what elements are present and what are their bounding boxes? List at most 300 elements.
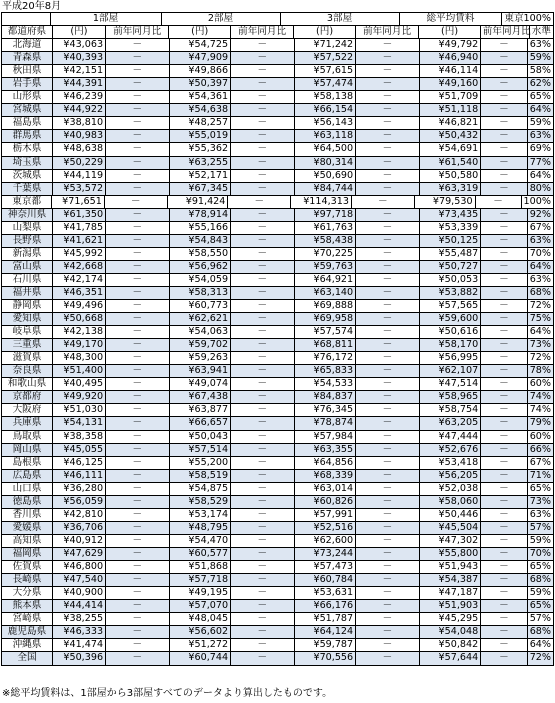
- room2-rent-cell: ¥56,962: [170, 261, 232, 273]
- room3-rent-cell: ¥97,718: [295, 209, 357, 221]
- table-row: [2, 52, 553, 65]
- room1-rent-cell: ¥50,396: [53, 652, 106, 665]
- room2-rent-cell: ¥63,877: [170, 404, 232, 416]
- room2-yoy-cell: －: [231, 639, 294, 651]
- prefecture-cell: 東京都: [2, 196, 52, 208]
- total-rent-cell: ¥54,048: [420, 626, 482, 638]
- room2-rent-cell: ¥66,657: [170, 417, 232, 429]
- tokyo-level-cell: 70%: [529, 247, 552, 259]
- table-row: [2, 587, 553, 600]
- header-yoy: 前年同月比: [231, 26, 294, 38]
- tokyo-level-cell: 75%: [529, 313, 552, 325]
- table-row: [2, 535, 553, 548]
- total-rent-cell: ¥58,170: [420, 339, 482, 351]
- prefecture-cell: 広島県: [2, 470, 53, 482]
- table-row: [2, 313, 553, 326]
- total-yoy-cell: －: [481, 52, 527, 64]
- room3-rent-cell: ¥60,826: [295, 496, 357, 508]
- total-yoy-cell: －: [481, 561, 527, 573]
- room1-yoy-cell: －: [106, 639, 169, 651]
- room1-rent-cell: ¥53,572: [53, 183, 106, 195]
- room3-yoy-cell: －: [356, 52, 419, 64]
- room1-yoy-cell: －: [106, 39, 169, 51]
- total-rent-cell: ¥56,205: [420, 470, 482, 482]
- total-yoy-cell: －: [481, 509, 527, 521]
- room1-yoy-cell: －: [106, 613, 169, 625]
- room2-rent-cell: ¥49,074: [170, 378, 232, 390]
- footnote: ※総平均賃料は、1部屋から3部屋すべてのデータより算出したものです。: [2, 688, 333, 699]
- total-yoy-cell: －: [481, 313, 527, 325]
- room3-yoy-cell: －: [356, 274, 419, 286]
- room2-rent-cell: ¥60,577: [170, 548, 232, 560]
- room3-rent-cell: ¥69,958: [295, 313, 357, 325]
- room3-rent-cell: ¥68,339: [295, 470, 357, 482]
- room3-rent-cell: ¥80,314: [295, 157, 357, 169]
- total-yoy-cell: －: [481, 65, 527, 77]
- total-yoy-cell: －: [481, 535, 527, 547]
- room2-yoy-cell: －: [231, 626, 294, 638]
- total-rent-cell: ¥56,995: [420, 352, 482, 364]
- total-rent-cell: ¥45,295: [420, 613, 482, 625]
- room2-yoy-cell: －: [231, 39, 294, 51]
- table-row: [2, 522, 553, 535]
- room1-rent-cell: ¥44,922: [53, 104, 106, 116]
- room1-yoy-cell: －: [106, 183, 169, 195]
- room2-rent-cell: ¥48,257: [170, 117, 232, 129]
- table-row: [2, 444, 553, 457]
- room3-rent-cell: ¥57,991: [295, 509, 357, 521]
- room2-rent-cell: ¥51,868: [170, 561, 232, 573]
- room1-yoy-cell: －: [106, 209, 169, 221]
- room1-yoy-cell: －: [106, 300, 169, 312]
- room2-rent-cell: ¥56,602: [170, 626, 232, 638]
- header-room2: 2部屋: [162, 13, 281, 25]
- tokyo-level-cell: 60%: [529, 378, 552, 390]
- room3-rent-cell: ¥64,500: [295, 143, 357, 155]
- total-rent-cell: ¥61,540: [420, 157, 482, 169]
- total-yoy-cell: －: [481, 470, 527, 482]
- room3-yoy-cell: －: [352, 196, 415, 208]
- room3-rent-cell: ¥76,345: [295, 404, 357, 416]
- room1-yoy-cell: －: [106, 235, 169, 247]
- room1-rent-cell: ¥48,300: [53, 352, 106, 364]
- table-row: [2, 339, 553, 352]
- total-rent-cell: ¥49,792: [420, 39, 482, 51]
- room2-rent-cell: ¥57,514: [170, 444, 232, 456]
- prefecture-cell: 愛媛県: [2, 522, 53, 534]
- prefecture-cell: 神奈川県: [2, 209, 53, 221]
- prefecture-cell: 兵庫県: [2, 417, 53, 429]
- room2-rent-cell: ¥51,272: [170, 639, 232, 651]
- total-rent-cell: ¥49,160: [420, 78, 482, 90]
- total-yoy-cell: －: [481, 587, 527, 599]
- table-row: [2, 470, 553, 483]
- room3-rent-cell: ¥64,124: [295, 626, 357, 638]
- room2-yoy-cell: －: [231, 300, 294, 312]
- room3-yoy-cell: －: [356, 626, 419, 638]
- room1-yoy-cell: －: [106, 652, 169, 665]
- tokyo-level-cell: 59%: [529, 52, 552, 64]
- room2-yoy-cell: －: [231, 352, 294, 364]
- tokyo-level-cell: 64%: [529, 260, 552, 272]
- total-yoy-cell: －: [481, 431, 527, 443]
- room3-rent-cell: ¥57,473: [295, 561, 357, 573]
- room2-rent-cell: ¥54,725: [170, 39, 232, 51]
- header-pref: 都道府県: [2, 26, 53, 38]
- room3-yoy-cell: －: [356, 143, 419, 155]
- total-yoy-cell: －: [481, 222, 527, 234]
- room3-rent-cell: ¥73,244: [295, 548, 357, 560]
- room1-rent-cell: ¥44,119: [53, 170, 106, 182]
- room1-yoy-cell: －: [106, 326, 169, 338]
- room1-yoy-cell: －: [106, 143, 169, 155]
- room3-yoy-cell: －: [356, 39, 419, 51]
- total-rent-cell: ¥50,842: [420, 639, 482, 651]
- room3-rent-cell: ¥58,138: [295, 91, 357, 103]
- room3-yoy-cell: －: [356, 326, 419, 338]
- total-rent-cell: ¥54,691: [420, 143, 482, 155]
- table-row: [2, 457, 553, 470]
- header-row-columns: [2, 26, 553, 39]
- prefecture-cell: 熊本県: [2, 600, 53, 612]
- prefecture-cell: 三重県: [2, 339, 53, 351]
- total-yoy-cell: －: [481, 483, 527, 495]
- total-rent-cell: ¥51,903: [420, 600, 482, 612]
- room2-yoy-cell: －: [231, 496, 294, 508]
- room3-yoy-cell: －: [356, 483, 419, 495]
- room3-yoy-cell: －: [356, 431, 419, 443]
- tokyo-level-cell: 68%: [529, 626, 552, 638]
- room1-yoy-cell: －: [106, 261, 169, 273]
- room2-yoy-cell: －: [231, 235, 294, 247]
- table-row: [2, 143, 553, 156]
- total-rent-cell: ¥53,882: [420, 287, 482, 299]
- table-row: [2, 78, 553, 91]
- tokyo-level-cell: 73%: [529, 495, 552, 507]
- room2-rent-cell: ¥48,045: [170, 613, 232, 625]
- prefecture-cell: 高知県: [2, 535, 53, 547]
- room2-yoy-cell: －: [231, 444, 294, 456]
- room2-rent-cell: ¥60,744: [170, 652, 232, 665]
- room3-yoy-cell: －: [356, 261, 419, 273]
- room2-yoy-cell: －: [231, 483, 294, 495]
- room2-rent-cell: ¥67,345: [170, 183, 232, 195]
- prefecture-cell: 北海道: [2, 39, 53, 51]
- total-yoy-cell: －: [481, 391, 527, 403]
- room3-rent-cell: ¥59,763: [295, 261, 357, 273]
- total-rent-cell: ¥46,940: [420, 52, 482, 64]
- prefecture-cell: 青森県: [2, 52, 53, 64]
- room1-yoy-cell: －: [106, 248, 169, 260]
- room3-yoy-cell: －: [356, 130, 419, 142]
- room1-yoy-cell: －: [105, 196, 168, 208]
- room2-rent-cell: ¥67,438: [170, 391, 232, 403]
- room1-yoy-cell: －: [106, 548, 169, 560]
- total-rent-cell: ¥58,754: [420, 404, 482, 416]
- room2-rent-cell: ¥59,702: [170, 339, 232, 351]
- room2-rent-cell: ¥58,550: [170, 248, 232, 260]
- room1-rent-cell: ¥36,706: [53, 522, 106, 534]
- tokyo-level-cell: 63%: [529, 130, 552, 142]
- total-yoy-cell: －: [481, 522, 527, 534]
- table-row: [2, 600, 553, 613]
- room1-rent-cell: ¥36,280: [53, 483, 106, 495]
- room3-yoy-cell: －: [356, 117, 419, 129]
- table-row: [2, 574, 553, 587]
- header-total: 総平均賃料: [400, 13, 503, 25]
- tokyo-level-cell: 63%: [529, 39, 552, 51]
- tokyo-level-cell: 62%: [529, 78, 552, 90]
- total-rent-cell: ¥46,821: [420, 117, 482, 129]
- room2-rent-cell: ¥54,470: [170, 535, 232, 547]
- room3-rent-cell: ¥84,744: [295, 183, 357, 195]
- total-yoy-cell: －: [481, 130, 527, 142]
- room2-yoy-cell: －: [231, 652, 294, 665]
- room3-rent-cell: ¥64,921: [295, 274, 357, 286]
- table-row: [2, 626, 553, 639]
- room2-rent-cell: ¥48,795: [170, 522, 232, 534]
- total-rent-cell: ¥55,487: [420, 248, 482, 260]
- total-yoy-cell: －: [481, 626, 527, 638]
- prefecture-cell: 愛知県: [2, 313, 53, 325]
- prefecture-cell: 福井県: [2, 287, 53, 299]
- room2-yoy-cell: －: [231, 378, 294, 390]
- room3-rent-cell: ¥54,533: [295, 378, 357, 390]
- room1-rent-cell: ¥40,900: [53, 587, 106, 599]
- room2-rent-cell: ¥62,621: [170, 313, 232, 325]
- prefecture-cell: 千葉県: [2, 183, 53, 195]
- prefecture-cell: 福島県: [2, 117, 53, 129]
- room2-rent-cell: ¥63,255: [170, 157, 232, 169]
- room3-yoy-cell: －: [356, 352, 419, 364]
- room2-rent-cell: ¥55,200: [170, 457, 232, 469]
- room2-yoy-cell: －: [231, 522, 294, 534]
- room3-rent-cell: ¥57,615: [295, 65, 357, 77]
- room1-yoy-cell: －: [106, 339, 169, 351]
- tokyo-level-cell: 59%: [529, 117, 552, 129]
- room1-rent-cell: ¥42,151: [53, 65, 106, 77]
- prefecture-cell: 新潟県: [2, 248, 53, 260]
- total-yoy-cell: －: [481, 417, 527, 429]
- room2-yoy-cell: －: [231, 587, 294, 599]
- prefecture-cell: 山形県: [2, 91, 53, 103]
- room1-yoy-cell: －: [106, 522, 169, 534]
- table-row: [2, 483, 553, 496]
- total-rent-cell: ¥50,125: [420, 235, 482, 247]
- total-rent-cell: ¥57,565: [420, 300, 482, 312]
- table-row: [2, 652, 553, 665]
- total-yoy-cell: －: [481, 300, 527, 312]
- header-level: 水準: [531, 26, 551, 38]
- tokyo-level-cell: 63%: [529, 234, 552, 246]
- table-row: [2, 39, 553, 52]
- room3-yoy-cell: －: [356, 587, 419, 599]
- room3-yoy-cell: －: [356, 183, 419, 195]
- tokyo-level-cell: 79%: [529, 417, 552, 429]
- room2-yoy-cell: －: [231, 52, 294, 64]
- room2-rent-cell: ¥53,174: [170, 509, 232, 521]
- room2-yoy-cell: －: [231, 65, 294, 77]
- room3-rent-cell: ¥51,787: [295, 613, 357, 625]
- room3-yoy-cell: －: [356, 417, 419, 429]
- total-yoy-cell: －: [481, 183, 527, 195]
- room1-yoy-cell: －: [106, 157, 169, 169]
- room3-yoy-cell: －: [356, 235, 419, 247]
- room1-rent-cell: ¥46,125: [53, 457, 106, 469]
- tokyo-level-cell: 100%: [523, 195, 551, 207]
- total-yoy-cell: －: [481, 444, 527, 456]
- total-yoy-cell: －: [481, 574, 527, 586]
- room1-rent-cell: ¥44,391: [53, 78, 106, 90]
- tokyo-level-cell: 69%: [529, 143, 552, 155]
- room3-rent-cell: ¥68,811: [295, 339, 357, 351]
- room2-yoy-cell: －: [231, 183, 294, 195]
- tokyo-level-cell: 74%: [529, 404, 552, 416]
- total-rent-cell: ¥55,800: [420, 548, 482, 560]
- room3-rent-cell: ¥63,014: [295, 483, 357, 495]
- table-row: [2, 365, 553, 378]
- room1-yoy-cell: －: [106, 170, 169, 182]
- room3-yoy-cell: －: [356, 535, 419, 547]
- total-rent-cell: ¥50,580: [420, 170, 482, 182]
- room2-yoy-cell: －: [231, 274, 294, 286]
- table-row: [2, 91, 553, 104]
- room2-yoy-cell: －: [231, 117, 294, 129]
- total-rent-cell: ¥63,205: [420, 417, 482, 429]
- table-row: [2, 261, 553, 274]
- room3-yoy-cell: －: [356, 65, 419, 77]
- prefecture-cell: 鳥取県: [2, 431, 53, 443]
- total-yoy-cell: －: [481, 339, 527, 351]
- prefecture-cell: 岡山県: [2, 444, 53, 456]
- tokyo-level-cell: 63%: [529, 508, 552, 520]
- room2-rent-cell: ¥78,914: [170, 209, 232, 221]
- room2-rent-cell: ¥54,063: [170, 326, 232, 338]
- room3-yoy-cell: －: [356, 652, 419, 665]
- prefecture-cell: 静岡県: [2, 300, 53, 312]
- room3-yoy-cell: －: [356, 313, 419, 325]
- prefecture-cell: 宮城県: [2, 104, 53, 116]
- room3-rent-cell: ¥63,118: [295, 130, 357, 142]
- table-row: [2, 248, 553, 261]
- room3-rent-cell: ¥60,784: [295, 574, 357, 586]
- room1-rent-cell: ¥38,358: [53, 431, 106, 443]
- table-row: [2, 183, 553, 196]
- room1-yoy-cell: －: [106, 483, 169, 495]
- prefecture-cell: 島根県: [2, 457, 53, 469]
- table-row: [2, 209, 553, 222]
- header-room1: 1部屋: [51, 13, 162, 25]
- room3-yoy-cell: －: [356, 104, 419, 116]
- room2-yoy-cell: －: [231, 574, 294, 586]
- room1-yoy-cell: －: [106, 404, 169, 416]
- room3-rent-cell: ¥69,888: [295, 300, 357, 312]
- table-row: [2, 378, 553, 391]
- tokyo-level-cell: 59%: [529, 534, 552, 546]
- prefecture-cell: 富山県: [2, 261, 53, 273]
- room1-yoy-cell: －: [106, 365, 169, 377]
- room2-yoy-cell: －: [231, 170, 294, 182]
- total-rent-cell: ¥47,444: [420, 431, 482, 443]
- table-row: [2, 352, 553, 365]
- tokyo-level-cell: 74%: [529, 391, 552, 403]
- total-rent-cell: ¥58,965: [420, 391, 482, 403]
- room1-rent-cell: ¥40,912: [53, 535, 106, 547]
- tokyo-level-cell: 72%: [529, 300, 552, 312]
- tokyo-level-cell: 71%: [529, 469, 552, 481]
- room1-rent-cell: ¥44,414: [53, 600, 106, 612]
- prefecture-cell: 福岡県: [2, 548, 53, 560]
- prefecture-cell: 栃木県: [2, 143, 53, 155]
- room3-yoy-cell: －: [356, 248, 419, 260]
- total-rent-cell: ¥59,600: [420, 313, 482, 325]
- room3-rent-cell: ¥57,522: [295, 52, 357, 64]
- tokyo-level-cell: 67%: [529, 456, 552, 468]
- room3-yoy-cell: －: [356, 509, 419, 521]
- room1-yoy-cell: －: [106, 574, 169, 586]
- total-yoy-cell: －: [481, 287, 527, 299]
- total-yoy-cell: －: [481, 261, 527, 273]
- table-row: [2, 300, 553, 313]
- tokyo-level-cell: 72%: [529, 652, 552, 664]
- total-rent-cell: ¥50,727: [420, 261, 482, 273]
- room1-rent-cell: ¥46,800: [53, 561, 106, 573]
- room1-rent-cell: ¥42,810: [53, 509, 106, 521]
- total-rent-cell: ¥53,339: [420, 222, 482, 234]
- total-rent-cell: ¥52,676: [420, 444, 482, 456]
- prefecture-cell: 山梨県: [2, 222, 53, 234]
- room2-rent-cell: ¥63,941: [170, 365, 232, 377]
- total-yoy-cell: －: [481, 235, 527, 247]
- tokyo-level-cell: 68%: [529, 574, 552, 586]
- table-row: [2, 130, 553, 143]
- tokyo-level-cell: 57%: [529, 521, 552, 533]
- room3-rent-cell: ¥62,600: [295, 535, 357, 547]
- total-yoy-cell: －: [481, 404, 527, 416]
- table-row: [2, 417, 553, 430]
- room1-rent-cell: ¥45,992: [53, 248, 106, 260]
- room1-yoy-cell: －: [106, 457, 169, 469]
- room1-rent-cell: ¥45,055: [53, 444, 106, 456]
- prefecture-cell: 長崎県: [2, 574, 53, 586]
- room3-rent-cell: ¥114,313: [291, 196, 352, 208]
- room3-rent-cell: ¥66,176: [295, 600, 357, 612]
- room3-rent-cell: ¥84,837: [295, 391, 357, 403]
- room2-yoy-cell: －: [231, 417, 294, 429]
- room2-rent-cell: ¥58,313: [170, 287, 232, 299]
- room3-rent-cell: ¥63,355: [295, 444, 357, 456]
- tokyo-level-cell: 64%: [529, 169, 552, 181]
- room1-rent-cell: ¥46,351: [53, 287, 106, 299]
- total-rent-cell: ¥57,644: [420, 652, 482, 665]
- room2-rent-cell: ¥59,263: [170, 352, 232, 364]
- total-yoy-cell: －: [481, 248, 527, 260]
- room2-rent-cell: ¥55,019: [170, 130, 232, 142]
- room1-yoy-cell: －: [106, 52, 169, 64]
- room2-yoy-cell: －: [228, 196, 291, 208]
- room3-rent-cell: ¥78,874: [295, 417, 357, 429]
- table-row: [2, 222, 553, 235]
- room1-rent-cell: ¥51,400: [53, 365, 106, 377]
- room3-yoy-cell: －: [356, 339, 419, 351]
- tokyo-level-cell: 63%: [529, 273, 552, 285]
- room1-rent-cell: ¥43,063: [53, 39, 106, 51]
- room1-rent-cell: ¥41,474: [53, 639, 106, 651]
- room1-rent-cell: ¥41,785: [53, 222, 106, 234]
- header-yoy: 前年同月比: [106, 26, 169, 38]
- room1-rent-cell: ¥41,621: [53, 235, 106, 247]
- tokyo-level-cell: 65%: [529, 91, 552, 103]
